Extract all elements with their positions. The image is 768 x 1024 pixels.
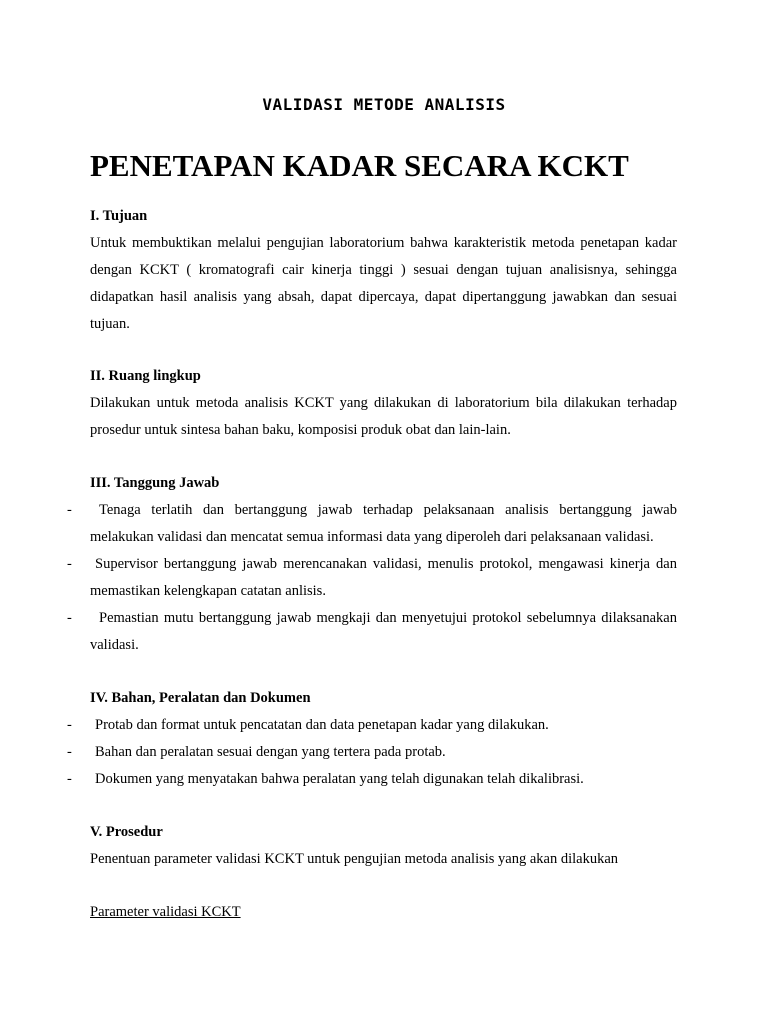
list-item [67,497,677,551]
list-item [67,605,677,659]
bullet-dash: - [67,717,72,733]
materials-list [67,712,677,793]
section-heading-prosedur: V. Prosedur [90,824,163,840]
bullet-dash: - [67,502,72,518]
bullet-dash: - [67,556,72,572]
list-item-text: Pemastian mutu bertanggung jawab mengkaji dan menyetujui protokol sebelumnya dilaksanakan validasi. [90,610,677,653]
spacer [90,793,677,819]
spacer [90,338,677,363]
document-header-title: VALIDASI METODE ANALISIS [262,95,506,114]
section-bahan [67,685,677,793]
responsibility-list [67,497,677,659]
bullet-dash: - [67,610,72,626]
section-text-prosedur: Penentuan parameter validasi KCKT untuk pengujian metoda analisis yang akan dilakukan [90,851,619,867]
bullet-dash: - [67,744,72,760]
subheading-parameter-validasi: Parameter validasi KCKT [90,904,241,920]
main-heading: PENETAPAN KADAR SECARA KCKT [90,148,629,183]
section-text-tujuan: Untuk membuktikan melalui pengujian laboratorium bahwa karakteristik metoda penetapan kadar dengan KCKT ( kromatografi cair kinerja tinggi ) sesuai dengan tujuan analisisnya, sehingga didapatkan hasil analisis yang absah, dapat dipercaya, dapat dipertanggung jawabkan dan sesuai tujuan. [90,235,677,332]
section-prosedur [90,819,677,926]
list-item-text: Supervisor bertanggung jawab merencanakan validasi, menulis protokol, mengawasi kinerja dan memastikan kelengkapan catatan anlisis. [90,556,677,599]
list-item-text: Tenaga terlatih dan bertanggung jawab terhadap pelaksanaan analisis bertanggung jawab melakukan validasi dan mencatat semua informasi data yang diperoleh dari pelaksanaan validasi. [90,502,677,545]
section-heading-tanggung-jawab: III. Tanggung Jawab [90,475,220,491]
list-item [67,551,677,605]
section-heading-ruang-lingkup: II. Ruang lingkup [90,368,201,384]
spacer [90,873,677,899]
list-item-text: Dokumen yang menyatakan bahwa peralatan yang telah digunakan telah dikalibrasi. [95,771,584,787]
bullet-dash: - [67,771,72,787]
section-heading-bahan: IV. Bahan, Peralatan dan Dokumen [90,690,311,706]
section-heading-tujuan: I. Tujuan [90,208,148,224]
section-tujuan [90,203,677,338]
list-item-text: Bahan dan peralatan sesuai dengan yang tertera pada protab. [95,744,446,760]
list-item-text: Protab dan format untuk pencatatan dan data penetapan kadar yang dilakukan. [95,717,549,733]
spacer [90,659,677,685]
list-item [67,712,677,739]
spacer [90,444,677,470]
document-body [67,203,677,926]
list-item [67,739,677,766]
section-ruang-lingkup [90,363,677,444]
section-tanggung-jawab [67,470,677,659]
list-item [67,766,677,793]
section-text-ruang-lingkup: Dilakukan untuk metoda analisis KCKT yang dilakukan di laboratorium bila dilakukan terhadap prosedur untuk sintesa bahan baku, komposisi produk obat dan lain-lain. [90,395,677,438]
